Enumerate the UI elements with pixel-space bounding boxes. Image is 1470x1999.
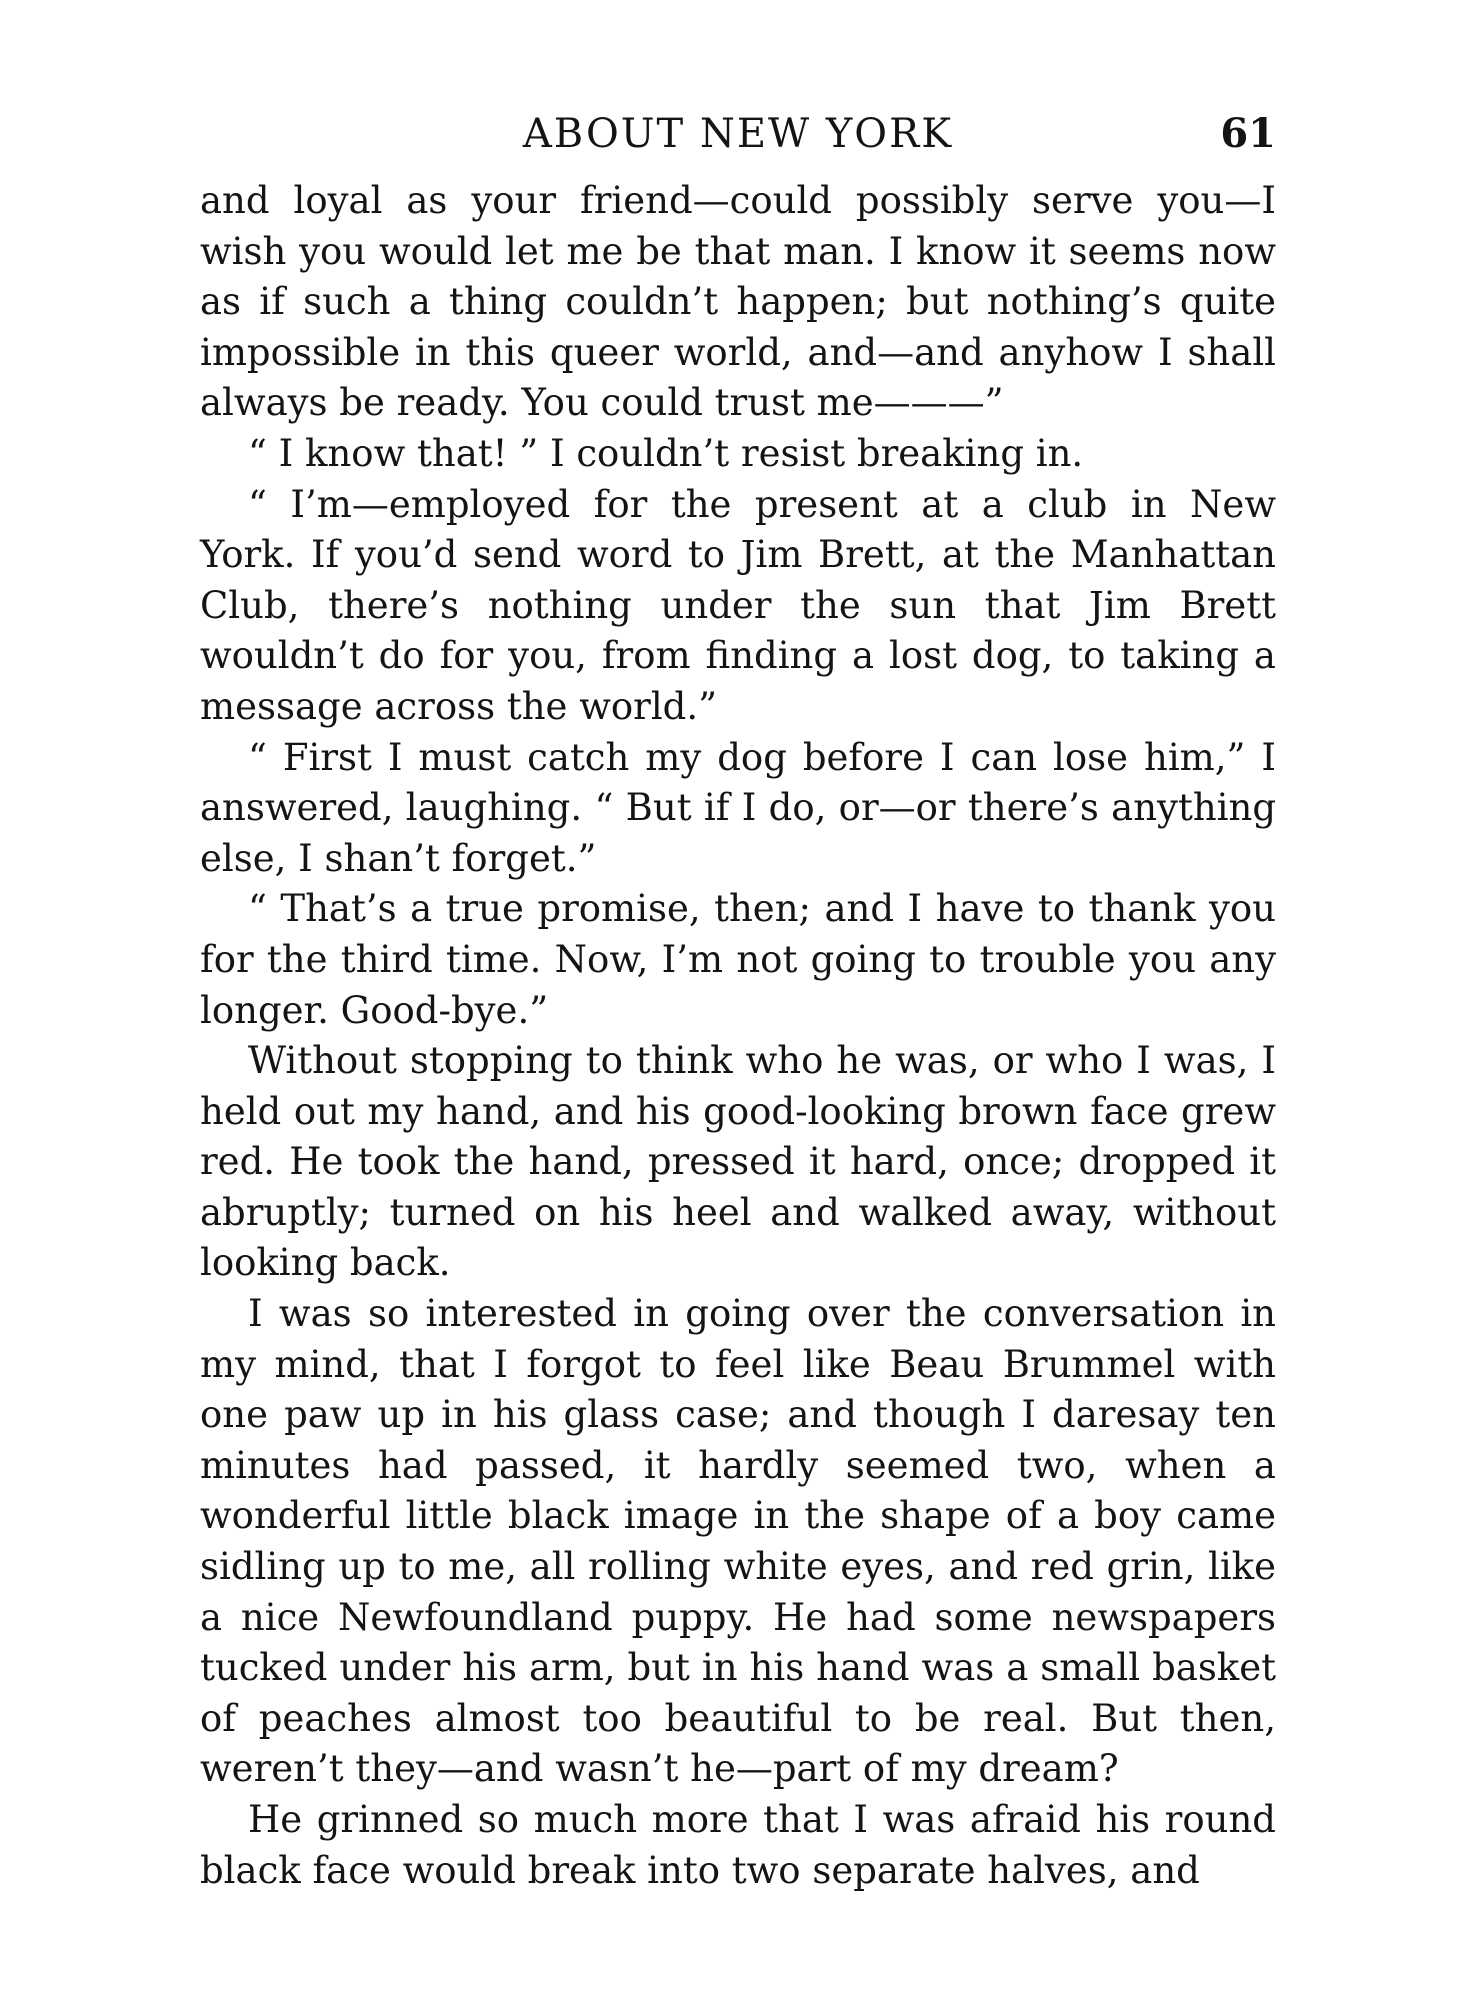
- paragraph: Without stopping to think who he was, or who I was, I held out my hand, and his good-looking brown face grew red. He took the hand, pressed it hard, once; dropped it abruptly; turned on his heel and walked away, without looking back.: [200, 1039, 1276, 1285]
- running-head: [200, 104, 1276, 164]
- page-number: 61: [1220, 110, 1276, 157]
- paragraph: “ That’s a true promise, then; and I have to thank you for the third time. Now, I’m not going to trouble you any longer. Good-bye.”: [200, 887, 1276, 1032]
- paragraph: I was so interested in going over the conversation in my mind, that I forgot to feel like Beau Brummel with one paw up in his glass case; and though I daresay ten minutes had passed, it hardly seemed two, when a wonderful little black image in the shape of a boy came sidling up to me, all rolling white eyes, and red grin, like a nice Newfoundland puppy. He had some newspapers tucked under his arm, but in his hand was a small basket of peaches almost too beautiful to be real. But then, weren’t they—and wasn’t he—part of my dream?: [200, 1292, 1276, 1791]
- paragraph: “ I know that! ” I couldn’t resist breaking in.: [248, 431, 1084, 475]
- paragraph: He grinned so much more that I was afraid his round black face would break into two separate halves, and: [200, 1798, 1276, 1892]
- paragraph: “ First I must catch my dog before I can lose him,” I answered, laughing. “ But if I do, or—or there’s anything else, I shan’t forget.”: [200, 735, 1276, 880]
- running-title: ABOUT NEW YORK: [522, 111, 954, 157]
- paragraph: “ I’m—employed for the present at a club in New York. If you’d send word to Jim Brett, at the Manhattan Club, there’s nothing under the sun that Jim Brett wouldn’t do for you, from finding a lost dog, to taking a message across the world.”: [200, 482, 1276, 728]
- paragraph-continuation: and loyal as your friend—could possibly serve you—I wish you would let me be that man. I know it seems now as if such a thing couldn’t happen; but nothing’s quite impossible in this queer world, and—and anyhow I shall always be ready. You could trust me———”: [200, 179, 1276, 425]
- body-text: [200, 176, 1276, 1896]
